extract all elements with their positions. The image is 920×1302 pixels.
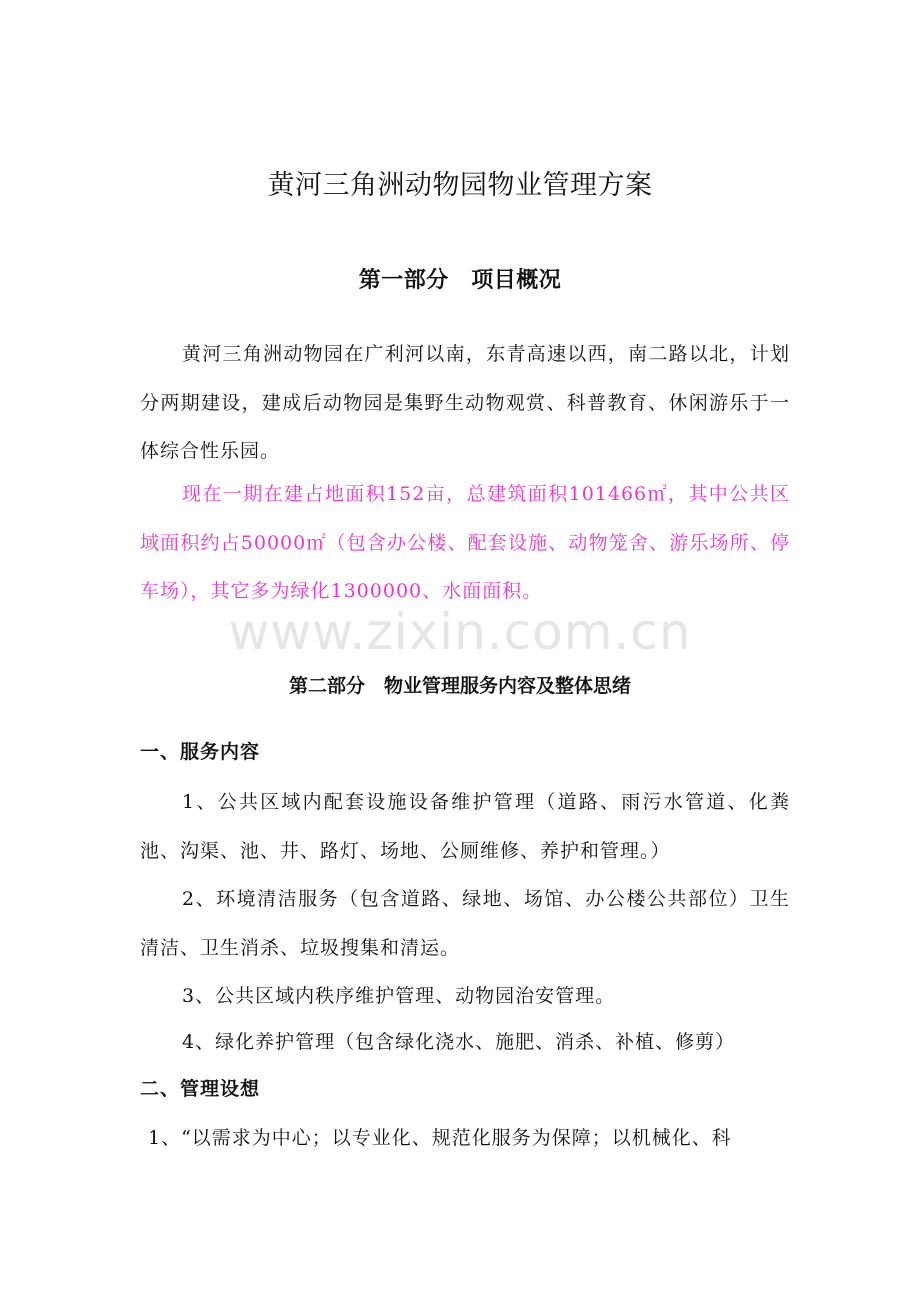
plan-item-1: 1、“以需求为中心；以专业化、规范化服务为保障；以机械化、科 (148, 1127, 732, 1149)
watermark: www.zixin.com.cn (228, 603, 692, 661)
service-item-3: 3、公共区域内秩序维护管理、动物园治安管理。 (182, 985, 616, 1007)
part1-paragraph-2: 现在一期在建占地面积152亩，总建筑面积101466㎡，其中公共区域面积约占50000㎡（包含办公楼、配套设施、动物笼舍、游乐场所、停车场），其它多为绿化1300000、水面面积。 (140, 483, 790, 602)
part1-heading: 第一部分 项目概况 (358, 267, 562, 293)
service-item-2: 2、环境清洁服务（包含道路、绿地、场馆、办公楼公共部位）卫生清洁、卫生消杀、垃圾搜集和清运。 (140, 888, 790, 959)
part1-paragraph-1: 黄河三角洲动物园在广利河以南，东青高速以西，南二路以北，计划分两期建设，建成后动物园是集野生动物观赏、科普教育、休闲游乐于一体综合性乐园。 (140, 343, 790, 462)
service-item-4: 4、绿化养护管理（包含绿化浇水、施肥、消杀、补植、修剪） (182, 1031, 736, 1053)
part2-heading: 第二部分 物业管理服务内容及整体思绪 (288, 675, 631, 697)
section2-heading: 二、管理设想 (140, 1078, 261, 1100)
section1-heading: 一、服务内容 (140, 741, 261, 763)
document-title: 黄河三角洲动物园物业管理方案 (267, 170, 653, 201)
service-item-1: 1、公共区域内配套设施设备维护管理（道路、雨污水管道、化粪池、沟渠、池、井、路灯、场地、公厕维修、养护和管理。） (140, 791, 790, 862)
